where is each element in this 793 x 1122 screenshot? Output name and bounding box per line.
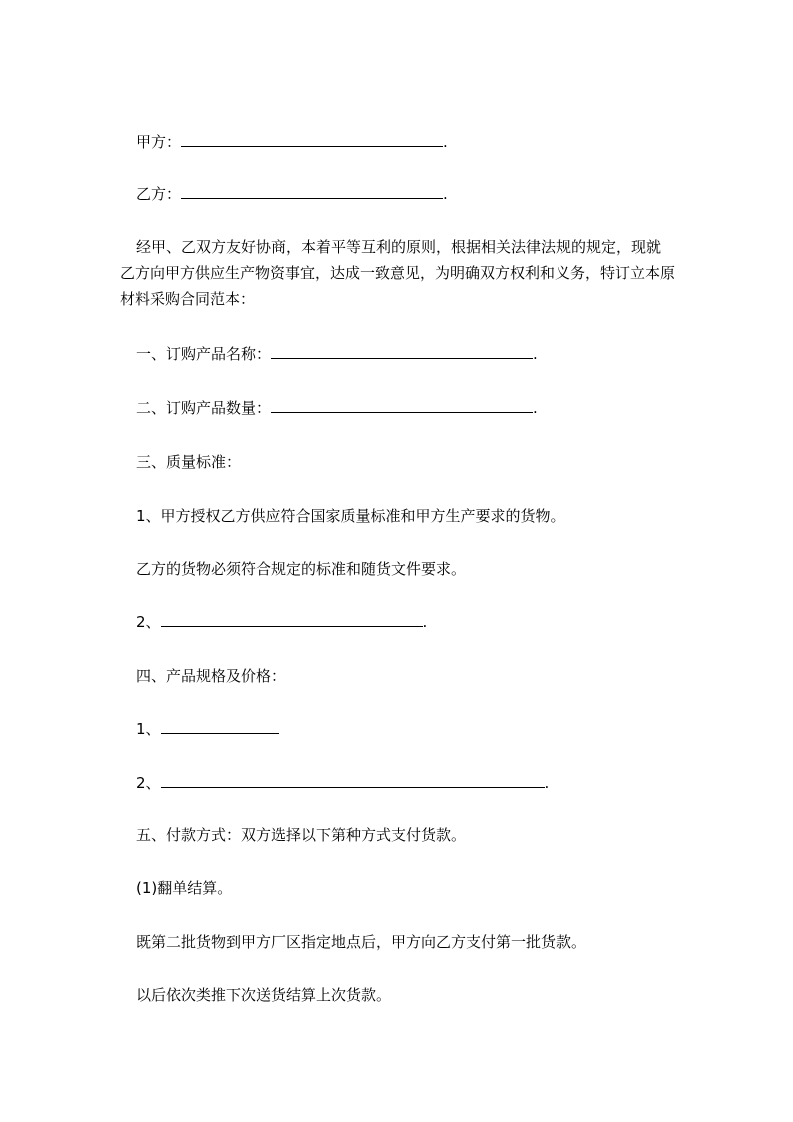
party-b-line (136, 184, 448, 204)
item2-line (136, 398, 538, 418)
item4-point-1-line (136, 719, 279, 739)
party-b-blank-end: . (443, 185, 448, 203)
item2-blank[interactable] (271, 398, 533, 413)
item3-point-2-blank[interactable] (161, 612, 423, 627)
item1-line (136, 344, 538, 364)
item2-label: 二、订购产品数量： (136, 399, 272, 417)
party-b-label: 乙方： (136, 185, 182, 203)
intro-line-1: 经甲、乙双方友好协商，本着平等互利的原则，根据相关法律法规的规定，现就 (136, 238, 662, 256)
item1-blank-end: . (533, 345, 538, 363)
item4-point-2-blank[interactable] (161, 773, 545, 788)
intro-line-3: 材料采购合同范本： (120, 290, 256, 308)
item3-point-2-label: 2、 (136, 613, 161, 631)
intro-paragraph (120, 234, 710, 312)
party-a-blank[interactable] (181, 132, 443, 147)
item2-blank-end: . (533, 399, 538, 417)
item4-point-1-blank[interactable] (161, 719, 279, 734)
party-b-blank[interactable] (181, 184, 443, 199)
party-a-label: 甲方： (136, 133, 182, 151)
item5-option-1-paragraph-1: 既第二批货物到甲方厂区指定地点后，甲方向乙方支付第一批货款。 (136, 933, 587, 951)
item4-point-2-line (136, 773, 549, 793)
item4-point-2-blank-end: . (544, 774, 550, 792)
item4-point-2-label: 2、 (136, 774, 161, 792)
item3-heading: 三、质量标准： (136, 453, 242, 471)
item1-blank[interactable] (271, 344, 533, 359)
intro-line-2: 乙方向甲方供应生产物资事宜，达成一致意见，为明确双方权利和义务，特订立本原 (120, 264, 676, 282)
item3-point-2-blank-end: . (422, 613, 428, 631)
item4-point-1-label: 1、 (136, 720, 161, 738)
item5-option-1: (1)翻单结算。 (136, 879, 233, 897)
item3-paragraph-1: 1、甲方授权乙方供应符合国家质量标准和甲方生产要求的货物。 (136, 507, 566, 525)
item5-heading: 五、付款方式：双方选择以下第种方式支付货款。 (136, 826, 467, 844)
item3-point-2-line (136, 612, 427, 632)
party-a-line (136, 132, 448, 152)
item5-option-1-paragraph-2: 以后依次类推下次送货结算上次货款。 (136, 986, 392, 1004)
party-a-blank-end: . (443, 133, 448, 151)
item3-paragraph-2: 乙方的货物必须符合规定的标准和随货文件要求。 (136, 560, 467, 578)
item1-label: 一、订购产品名称： (136, 345, 272, 363)
item4-heading: 四、产品规格及价格： (136, 667, 287, 685)
